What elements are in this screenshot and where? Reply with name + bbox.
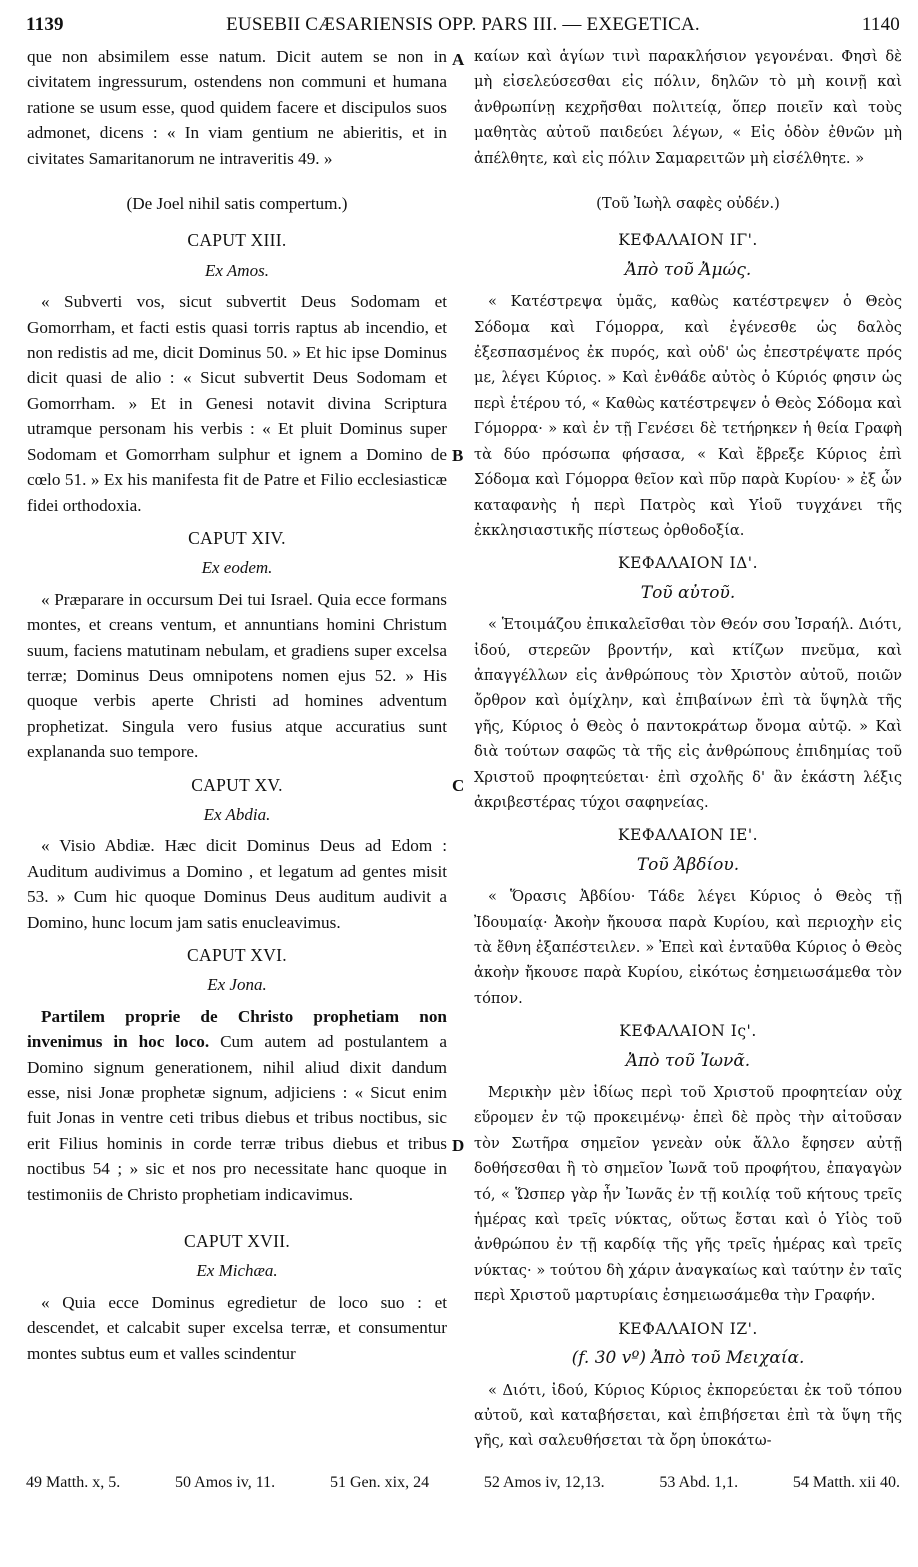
greek-paragraph: Μερικὴν μὲν ἰδίως περὶ τοῦ Χριστοῦ προφητείαν οὐχ εὕρομεν ἐν τῷ προκειμένῳ· ἐπεὶ δὲ πρὸς τὴν αἰτοῦσαν τὸν Σωτῆρα σημεῖον γενεὰν οὐκ ἄλλο ἔφησεν αὐτῇ δοθήσεσθαι ἢ τὸ σημεῖον Ἰωνᾶ τοῦ προφήτου, ἐπαγαγὼν τό, « Ὥσπερ γὰρ ἦν Ἰωνᾶς ἐν τῇ κοιλίᾳ τοῦ κήτους τρεῖς ἡμέρας καὶ τρεῖς νύκτας, οὕτως ἔσται καὶ ὁ Υἱὸς τοῦ ἀνθρώπου ἐν τῇ καρδίᾳ τῆς γῆς τρεῖς ἡμέρας καὶ τρεῖς νύκτας· » τούτου δὴ χάριν ἀναγκαίως καὶ ταύτην ἐν ταῖς περὶ Χριστοῦ μαρτυρίαις ἐσημειωσάμεθα τὴν Γραφήν.: [474, 1084, 902, 1305]
greek-chapter-subheading: (f. 30 vº) Ἀπὸ τοῦ Μειχαία.: [571, 1348, 805, 1369]
footnote: 51 Gen. xix, 24: [329, 1474, 430, 1491]
latin-chapter-subheading: Ex Jona.: [207, 975, 267, 995]
greek-chapter-heading: ΚΕΦΑΛΑΙΟΝ ΙΕ'.: [617, 826, 759, 845]
greek-chapter-subheading: Τοῦ Ἀβδίου.: [636, 854, 740, 875]
latin-chapter-heading: CAPUT XV.: [191, 774, 283, 795]
margin-marker: D: [452, 1136, 465, 1155]
greek-paragraph: « Διότι, ἰδού, Κύριος Κύριος ἐκπορεύεται ἐκ τοῦ τόπου αὐτοῦ, καὶ καταβήσεται, καὶ ἐπιβήσεται ἐπὶ τὰ ὕψη τῆς γῆς, καὶ σαλευθήσεται τὰ ὄρη ὑποκάτω-: [474, 1381, 902, 1450]
latin-chapter-heading: CAPUT XVI.: [187, 945, 287, 965]
greek-chapter-heading: ΚΕΦΑΛΑΙΟΝ ΙΓ'.: [618, 231, 758, 250]
greek-intro: καίων καὶ ἁγίων τινὶ παρακλήσιον γεγονέναι. Φησὶ δὲ μὴ εἰσελεύσεσθαι εἰς πόλιν, δηλῶν τὸ μὴ κοινῇ καὶ ἀνθρωπίνῃ κεχρῆσθαι πολιτείᾳ, ὅπερ ποιεῖν καὶ τοὺς μαθητὰς αὐτοῦ παιδεύει λέγων, « Εἰς ὁδὸν ἐθνῶν μὴ ἀπέλθητε, καὶ εἰς πόλιν Σαμαρειτῶν μὴ εἰσέλθητε. »: [474, 48, 902, 167]
latin-paragraph: [27, 1004, 447, 1207]
page-number-right: 1140: [861, 14, 900, 35]
latin-chapter-subheading: Ex Michæa.: [196, 1261, 278, 1281]
latin-paragraph: « Quia ecce Dominus egredietur de loco suo : et descendet, et calcabit super excelsa terræ, et consumentur montes subtus eum et valles scindentur: [27, 1292, 447, 1363]
latin-chapter-subheading: Ex eodem.: [201, 558, 273, 578]
running-title: EUSEBII CÆSARIENSIS OPP. PARS III. — EXEGETICA.: [226, 14, 700, 35]
greek-column: [474, 44, 902, 1454]
latin-chapter-heading: CAPUT XVII.: [183, 1231, 291, 1252]
greek-chapter-heading: ΚΕΦΑΛΑΙΟΝ ΙΖ'.: [618, 1319, 758, 1338]
greek-chapter-heading: ΚΕΦΑΛΑΙΟΝ ΙΔ'.: [617, 554, 758, 573]
latin-paragraph: « Visio Abdiæ. Hæc dicit Dominus Deus ad Edom : Auditum audivimus a Domino , et legatum ad gentes misit 53. » Cum hic quoque Dominus Deus auditum audivit a Domino, hunc locum jam satis enucleavimus.: [27, 836, 447, 932]
greek-chapter-heading: ΚΕΦΑΛΑΙΟΝ Ις'.: [619, 1022, 757, 1041]
greek-chapter-subheading: Ἀπὸ τοῦ Ἀμώς.: [624, 259, 752, 280]
greek-paragraph: « Ὅρασις Ἀβδίου· Τάδε λέγει Κύριος ὁ Θεὸς τῇ Ἰδουμαίᾳ· Ἀκοὴν ἤκουσα παρὰ Κυρίου, καὶ περιοχὴν εἰς τὰ ἔθνη ἐξαπέστειλεν. » Ἐπεὶ καὶ ἐνταῦθα Κύριος ὁ Θεὸς ἀκοὴν ἤκουσε παρὰ Κυρίου, εἰκότως ἐσημειωσάμεθα τὸν τόπον.: [474, 888, 902, 1007]
greek-paragraph: « Κατέστρεψα ὑμᾶς, καθὼς κατέστρεψεν ὁ Θεὸς Σόδομα καὶ Γόμορρα, καὶ ἐγένεσθε ὡς δαλὸς ἐξεσπασμένος ἐκ πυρός, καὶ οὐδ' ὡς ἐπεστρέψατε πρός με, λέγει Κύριος. » Καὶ ἐνθάδε αὐτὸς ὁ Κύριός φησιν ὡς περὶ ἑτέρου τό, « Καθὼς κατέστρεψεν ὁ Θεὸς Σόδομα καὶ Γόμορρα· » καὶ ἐν τῇ Γενέσει δὲ τετήρηκεν ἡ θεία Γραφὴ τὰ δύο πρόσωπα φήσασα, « Καὶ ἔβρεξε Κύριος ἐπὶ Σόδομα καὶ Γόμορρα θεῖον καὶ πῦρ παρὰ Κυρίου· » ἐξ ὧν καταφανὴς ἡ περὶ Πατρὸς καὶ Υἱοῦ τυγχάνει τῆς ἐκκλησιαστικῆς πίστεως ὀρθοδοξία.: [474, 293, 902, 539]
footnote: 50 Amos iv, 11.: [175, 1474, 276, 1491]
greek-joel-note: (Τοῦ Ἰωὴλ σαφὲς οὐδέν.): [596, 195, 780, 213]
latin-intro: que non absimilem esse natum. Dicit autem se non in civitatem ingressurum, ostendens non communi et humana ratione se usum esse, quod quidem facere et discipulos suos admonet, dicens : « In viam gentium ne abieritis, et in civitates Samaritanorum ne intraveritis 49. »: [27, 47, 447, 168]
latin-joel-note: (De Joel nihil satis compertum.): [126, 194, 348, 214]
page-number-left: 1139: [26, 14, 64, 35]
margin-marker: A: [452, 50, 465, 69]
footnote: 54 Matth. xii 40.: [792, 1474, 900, 1491]
latin-chapter-subheading: Ex Amos.: [205, 260, 269, 280]
footnotes: [26, 1474, 900, 1492]
latin-chapter-heading: CAPUT XIII.: [187, 230, 287, 251]
latin-paragraph-rest: Cum autem ad postulantem a Domino signum generationem, nihil aliud dixit dandum esse, nisi Jonæ prophetæ signum, adjiciens : « Sicut enim fuit Jonas in ventre ceti tribus diebus et tribus noctibus, sic erit Filius hominis in corde terræ tribus diebus et tribus noctibus 54 ; » sic et nos pro necessitate hanc quoque in testimoniis de Christo prophetiam indicavimus.: [27, 1032, 447, 1204]
margin-marker: C: [452, 776, 465, 795]
latin-bold-phrase: Partilem proprie de Christo prophetiam non invenimus in hoc loco.: [27, 1006, 447, 1052]
latin-paragraph: « Præparare in occursum Dei tui Israel. Quia ecce formans montes, et creans ventum, et annuntians homini Christum suum, faciens matutinam nebulam, et gradiens super excelsa terræ; Dominus Deus omnipotens nomen ejus 52. » His quoque verbis aperte Christi ad homines adventum prophetizat. Singula vero fusius atque accuratius sunt explananda suo tempore.: [27, 589, 447, 762]
greek-paragraph: « Ἑτοιμάζου ἐπικαλεῖσθαι τὸν Θεόν σου Ἰσραήλ. Διότι, ἰδού, στερεῶν βροντήν, καὶ κτίζων πνεῦμα, καὶ ἀπαγγέλλων εἰς ἀνθρώπους τὸν Χριστὸν αὐτοῦ, ποιῶν ὄρθρον καὶ ὁμίχλην, καὶ ἐπιβαίνων ἐπὶ τὰ ὕψηλὰ τῆς γῆς, Κύριος ὁ Θεὸς ὁ παντοκράτωρ ὄνομα αὐτῷ. » Καὶ διὰ τούτων σαφῶς τὰ τῆς εἰς ἀνθρώπους ἐπιδημίας τοῦ Χριστοῦ προφητεύεται· ἐπὶ σχολῆς δ' ἂν ἑκάστη λέξις ἀκριβεστέρας τύχοι σαφηνείας.: [474, 616, 902, 811]
greek-chapter-subheading: Ἀπὸ τοῦ Ἰωνᾶ.: [625, 1050, 751, 1071]
latin-column: [27, 44, 447, 1366]
latin-paragraph: « Subverti vos, sicut subvertit Deus Sodomam et Gomorrham, et facti estis quasi torris raptus ab incendio, et non redistis ad me, dicit Dominus 50. » Et hic ipse Dominus dicit quasi de alio : « Sicut subvertit Deus Sodomam et Gomorrham. » Et in Genesi notavit divina Scriptura utramque personam his verbis : « Et pluit Dominus super Sodomam et Gomorrham sulphur et ignem a Domino de cœlo 51. » Ex his manifesta fit de Patre et Filio ecclesiasticæ fidei orthodoxia.: [27, 292, 447, 515]
running-head: [26, 8, 900, 38]
latin-chapter-subheading: Ex Abdia.: [203, 804, 271, 824]
margin-marker: B: [452, 446, 464, 465]
latin-chapter-heading: CAPUT XIV.: [188, 527, 286, 548]
footnote: 49 Matth. x, 5.: [26, 1474, 121, 1491]
footnote: 53 Abd. 1,1.: [659, 1474, 739, 1491]
footnote: 52 Amos iv, 12,13.: [483, 1474, 605, 1491]
greek-chapter-subheading: Τοῦ αὐτοῦ.: [640, 582, 736, 603]
